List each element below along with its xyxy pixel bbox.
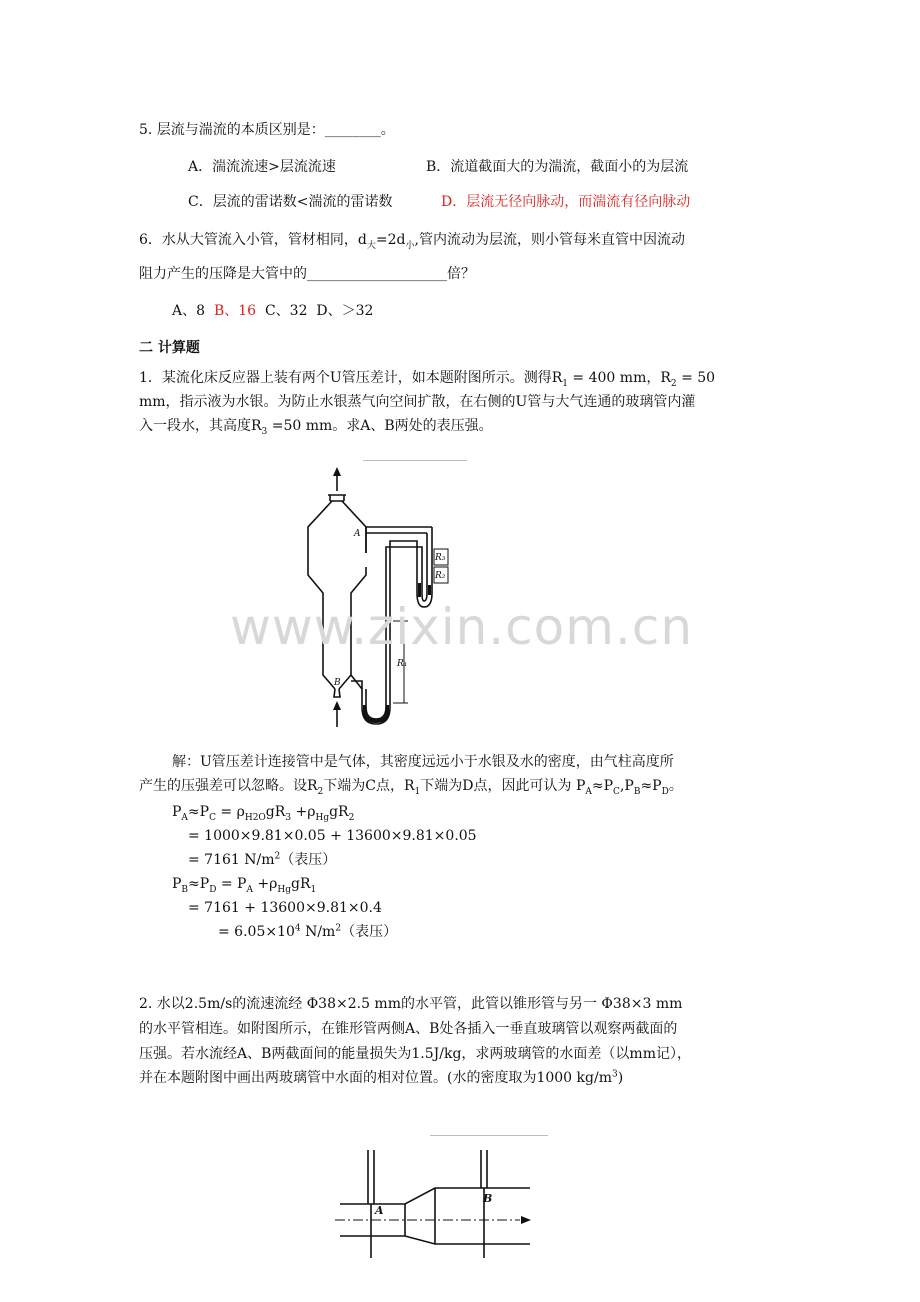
q6-line-2: 阻力产生的压降是大管中的____________________倍？ — [139, 266, 475, 282]
glass-tube-b — [481, 1150, 487, 1188]
reactor-bottom-nozzle — [334, 689, 340, 697]
outlet-arrow-head — [333, 467, 341, 476]
flow-arrow-head — [521, 1216, 531, 1224]
q5-option-b: B．流道截面大的为湍流，截面小的为层流 — [426, 159, 689, 175]
section-title: 二 计算题 — [139, 340, 200, 356]
q6-option-d: D、＞32 — [316, 303, 374, 319]
p1-line-1: 1．某流化床反应器上装有两个U管压差计，如本题附图所示。测得$R_1 = 400$ mm，$R_2 = 50$ — [139, 370, 716, 389]
q5-option-d: D．层流无径向脉动，而湍流有径向脉动 — [441, 194, 691, 210]
p2-line-2: 的水平管相连。如附图所示，在锥形管两侧A、B处各插入一垂直玻璃管以观察两截面的 — [139, 1021, 678, 1037]
label-r2: R₂ — [435, 571, 446, 581]
p1-line-2: mm，指示液为水银。为防止水银蒸气向空间扩散，在右侧的U管与大气连通的玻璃管内灌 — [139, 394, 696, 410]
sol1-eq-3: = 7161 $N/m^2$（表压） — [188, 851, 337, 868]
q6-option-a: A、8 — [172, 303, 206, 319]
glass-tube-a — [368, 1150, 374, 1204]
label-r3: R₃ — [435, 553, 446, 563]
label-a: A — [354, 529, 361, 539]
sol1-eq-2: = 1000×9.81×0.05 + 13600×9.81×0.05 — [188, 828, 477, 844]
figure-separator-1 — [363, 460, 467, 461]
p2-line-4: 并在本题附图中画出两玻璃管中水面的相对位置。(水的密度取为1000 $kg/m^3$) — [139, 1069, 624, 1086]
sol1-eq-5: = 7161 + 13600×9.81×0.4 — [188, 900, 382, 916]
sol1-line-1: 解：U管压差计连接管中是气体，其密度远远小于水银及水的密度，由气柱高度所 — [172, 754, 674, 770]
label-r1: R₁ — [397, 659, 408, 669]
q6-option-b: B、16 — [213, 303, 257, 319]
mercury-right — [418, 583, 421, 597]
q5-option-a: A．湍流流速>层流流速 — [188, 159, 336, 175]
sol1-eq-4: $P_B\approx P_D = P_A +\rho_{Hg}gR_1$ — [172, 876, 317, 895]
q6-line-1: 6．水从大管流入小管，管材相同，$d_大=2d_小$,管内流动为层流，则小管每米直管中因流动 — [139, 232, 685, 251]
q6-options — [172, 301, 373, 321]
reactor-top-flange — [328, 495, 346, 501]
sol1-line-2: 产生的压强差可以忽略。设$R_2$下端为C点，$R_1$下端为D点，因此可认为 $P_A\approx P_C,P_B\approx P_D$。 — [139, 778, 683, 797]
label-b: B — [334, 678, 341, 688]
q5-option-c: C．层流的雷诺数<湍流的雷诺数 — [188, 194, 393, 210]
p2-line-3: 压强。若水流经A、B两截面间的能量损失为1.5J/kg，求两玻璃管的水面差（以mm记）， — [139, 1046, 691, 1062]
pipe-figure — [335, 1140, 535, 1265]
sol1-eq-6: = $6.05\times 10^4$ $N/m^2$（表压） — [218, 923, 398, 940]
mercury-right-2 — [428, 585, 431, 595]
inlet-arrow-head — [333, 701, 341, 710]
p2-line-1: 2. 水以2.5m/s的流速流经 Φ38×2.5 mm的水平管，此管以锥形管与另一 Φ38×3 mm — [139, 996, 683, 1012]
q5-stem: 5. 层流与湍流的本质区别是：________。 — [139, 122, 395, 138]
q6-option-c: C、32 — [264, 303, 308, 319]
figure-separator-2 — [430, 1135, 548, 1136]
sol1-eq-1: $P_A\approx P_C = \rho_{H2O}gR_3 +\rho_{Hg}gR_2$ — [172, 804, 355, 823]
p1-line-3: 入一段水，其高度$R_3 =50$ mm。求A、B两处的表压强。 — [139, 418, 493, 437]
watermark: www.zixin.com.cn — [230, 598, 694, 656]
label-a2: A — [375, 1204, 384, 1217]
label-b2: B — [483, 1192, 493, 1205]
